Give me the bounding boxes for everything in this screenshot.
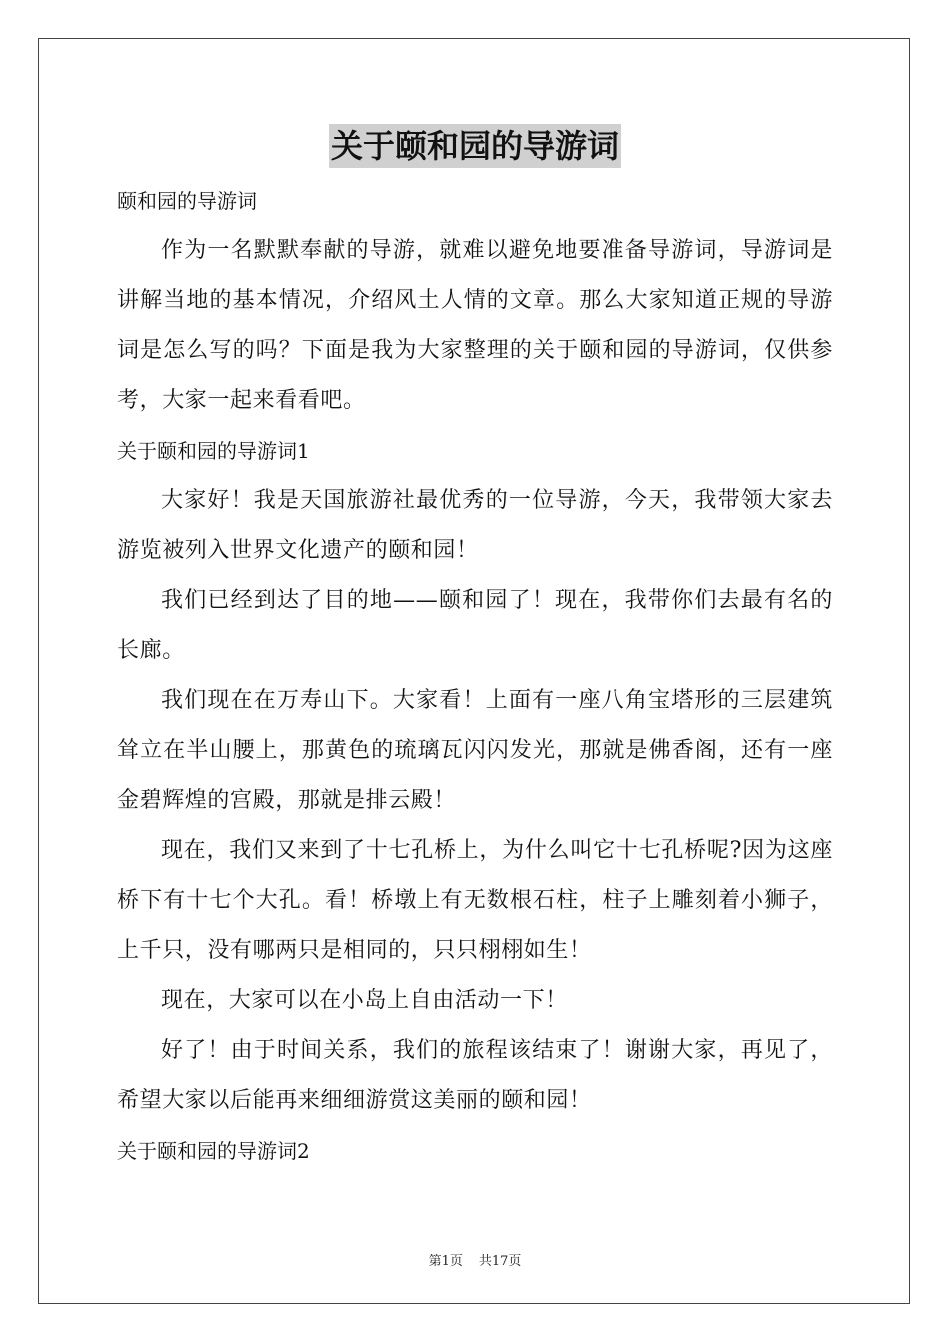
page-number: 第1页 (428, 1254, 463, 1269)
paragraph: 现在，大家可以在小岛上自由活动一下！ (161, 988, 568, 1013)
page-title: 关于颐和园的导游词 (329, 124, 621, 168)
document-body (117, 176, 833, 1176)
paragraph: 大家好！我是天国旅游社最优秀的一位导游，今天，我带领大家去游览被列入世界文化遗产的颐和园！ (117, 488, 833, 563)
paragraph: 我们已经到达了目的地——颐和园了！现在，我带你们去最有名的长廊。 (117, 588, 833, 663)
page-total: 共17页 (478, 1254, 522, 1269)
subtitle: 颐和园的导游词 (117, 189, 257, 213)
section-2-heading: 关于颐和园的导游词2 (117, 1139, 310, 1163)
page-footer (0, 1250, 950, 1269)
section-1-heading: 关于颐和园的导游词1 (117, 439, 310, 463)
paragraph: 好了！由于时间关系，我们的旅程该结束了！谢谢大家，再见了，希望大家以后能再来细细游赏这美丽的颐和园！ (117, 1038, 833, 1113)
paragraph: 我们现在在万寿山下。大家看！上面有一座八角宝塔形的三层建筑耸立在半山腰上，那黄色的琉璃瓦闪闪发光，那就是佛香阁，还有一座金碧辉煌的宫殿，那就是排云殿！ (117, 688, 833, 813)
intro-paragraph: 作为一名默默奉献的导游，就难以避免地要准备导游词，导游词是讲解当地的基本情况，介绍风土人情的文章。那么大家知道正规的导游词是怎么写的吗？下面是我为大家整理的关于颐和园的导游词，仅供参考，大家一起来看看吧。 (117, 238, 833, 413)
paragraph: 现在，我们又来到了十七孔桥上，为什么叫它十七孔桥呢?因为这座桥下有十七个大孔。看！桥墩上有无数根石柱，柱子上雕刻着小狮子，上千只，没有哪两只是相同的，只只栩栩如生！ (117, 838, 833, 963)
title-container (0, 124, 950, 168)
